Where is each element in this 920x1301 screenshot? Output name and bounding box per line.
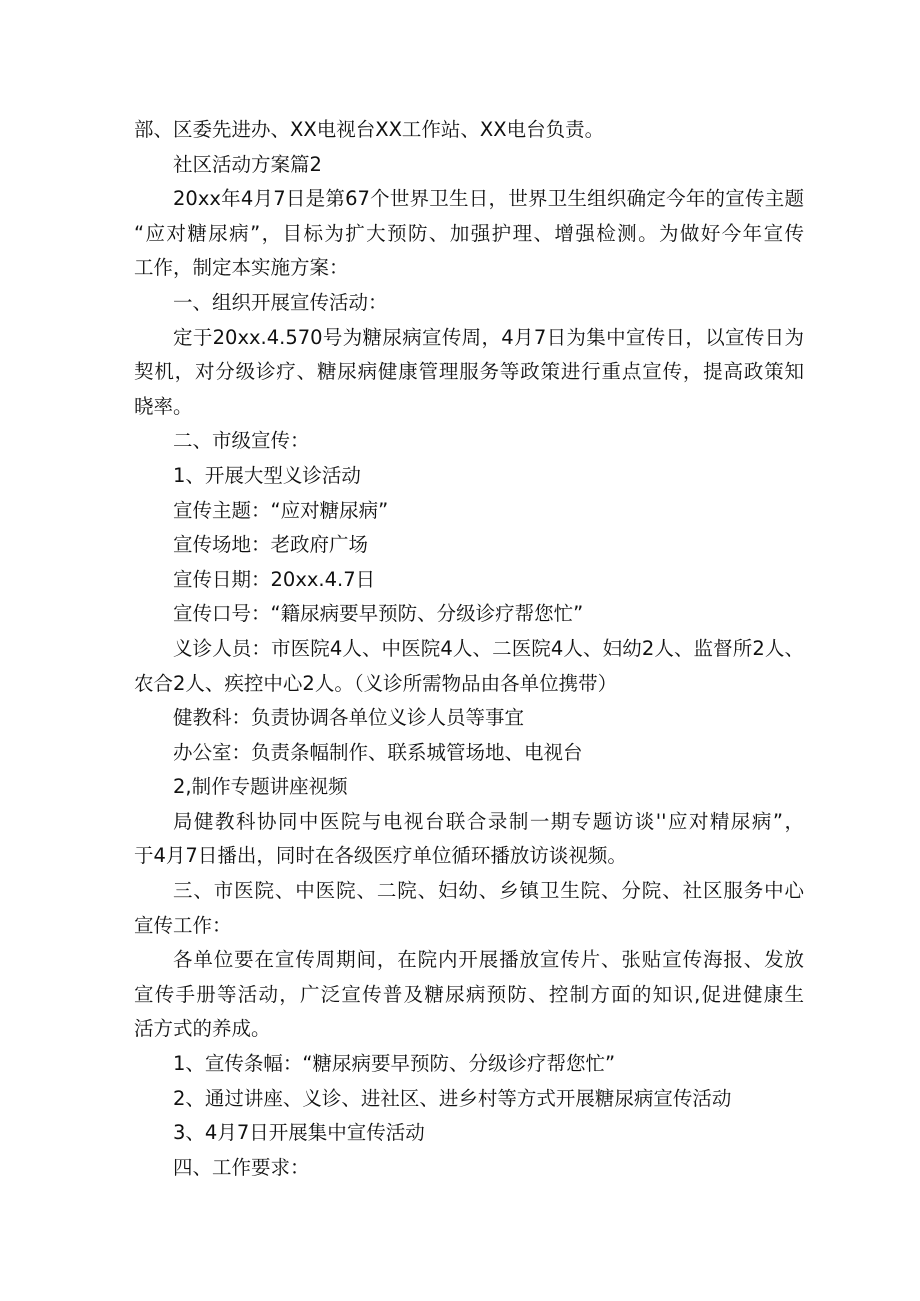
text-line: “应对糖尿病”，目标为扩大预防、加强护理、增强检测。为做好今年宣传 [134, 221, 804, 245]
text-line: 宣传工作： [134, 913, 232, 937]
text-line: 部、区委先进办、XX电视台XX工作站、XX电台负责。 [134, 118, 605, 141]
text-line: 健教科：负责协调各单位义诊人员等事宜 [173, 706, 525, 730]
text-line: 四、工作要求： [173, 1155, 310, 1179]
text-line: 定于20xx.4.570号为糖尿病宣传周，4月7日为集中宣传日，以宣传日为 [173, 325, 804, 349]
document-body [134, 113, 804, 1185]
text-line: 一、组织开展宣传活动： [173, 290, 388, 314]
text-line: 宣传日期：20xx.4.7日 [173, 567, 376, 591]
text-line: 办公室：负责条幅制作、联系城管场地、电视台 [173, 740, 583, 764]
text-line: 农合2人、疾控中心2人。（义诊所需物品由各单位携带） [134, 671, 618, 695]
text-line: 二、市级宣传： [173, 429, 310, 453]
text-line: 3、4月7日开展集中宣传活动 [173, 1121, 425, 1145]
text-line: 局健教科协同中医院与电视台联合录制一期专题访谈''应对精尿病”， [173, 809, 804, 833]
text-line: 1、宣传条幅：“糖尿病要早预防、分级诊疗帮您忙” [173, 1052, 616, 1076]
text-line: 活方式的养成。 [134, 1017, 271, 1041]
text-line: 20xx年4月7日是第67个世界卫生日，世界卫生组织确定今年的宣传主题 [173, 187, 804, 211]
text-line: 工作，制定本实施方案： [134, 256, 349, 280]
text-line: 宣传口号：“籍尿病要早预防、分级诊疗帮您忙” [173, 602, 584, 626]
text-line: 宣传主题：“应对糖尿病” [173, 498, 389, 522]
text-line: 2、通过讲座、义诊、进社区、进乡村等方式开展糖尿病宣传活动 [173, 1086, 732, 1110]
text-line: 于4月7日播出，同时在各级医疗单位循环播放访谈视频。 [134, 844, 627, 868]
text-line: 社区活动方案篇2 [173, 152, 322, 176]
text-line: 1、开展大型义诊活动 [173, 463, 361, 487]
text-line: 2,制作专题讲座视频 [173, 775, 348, 799]
text-line: 宣传场地：老政府广场 [173, 533, 369, 557]
text-line: 宣传手册等活动，广泛宣传普及糖尿病预防、控制方面的知识,促进健康生 [134, 982, 804, 1006]
text-line: 三、市医院、中医院、二院、妇幼、乡镇卫生院、分院、社区服务中心 [173, 879, 804, 903]
text-line: 契机，对分级诊疗、糖尿病健康管理服务等政策进行重点宣传，提高政策知 [134, 360, 804, 384]
text-line: 晓率。 [134, 394, 193, 418]
text-line: 义诊人员：市医院4人、中医院4人、二医院4人、妇幼2人、监督所2人、 [173, 636, 804, 660]
text-line: 各单位要在宣传周期间，在院内开展播放宣传片、张贴宣传海报、发放 [173, 948, 804, 972]
